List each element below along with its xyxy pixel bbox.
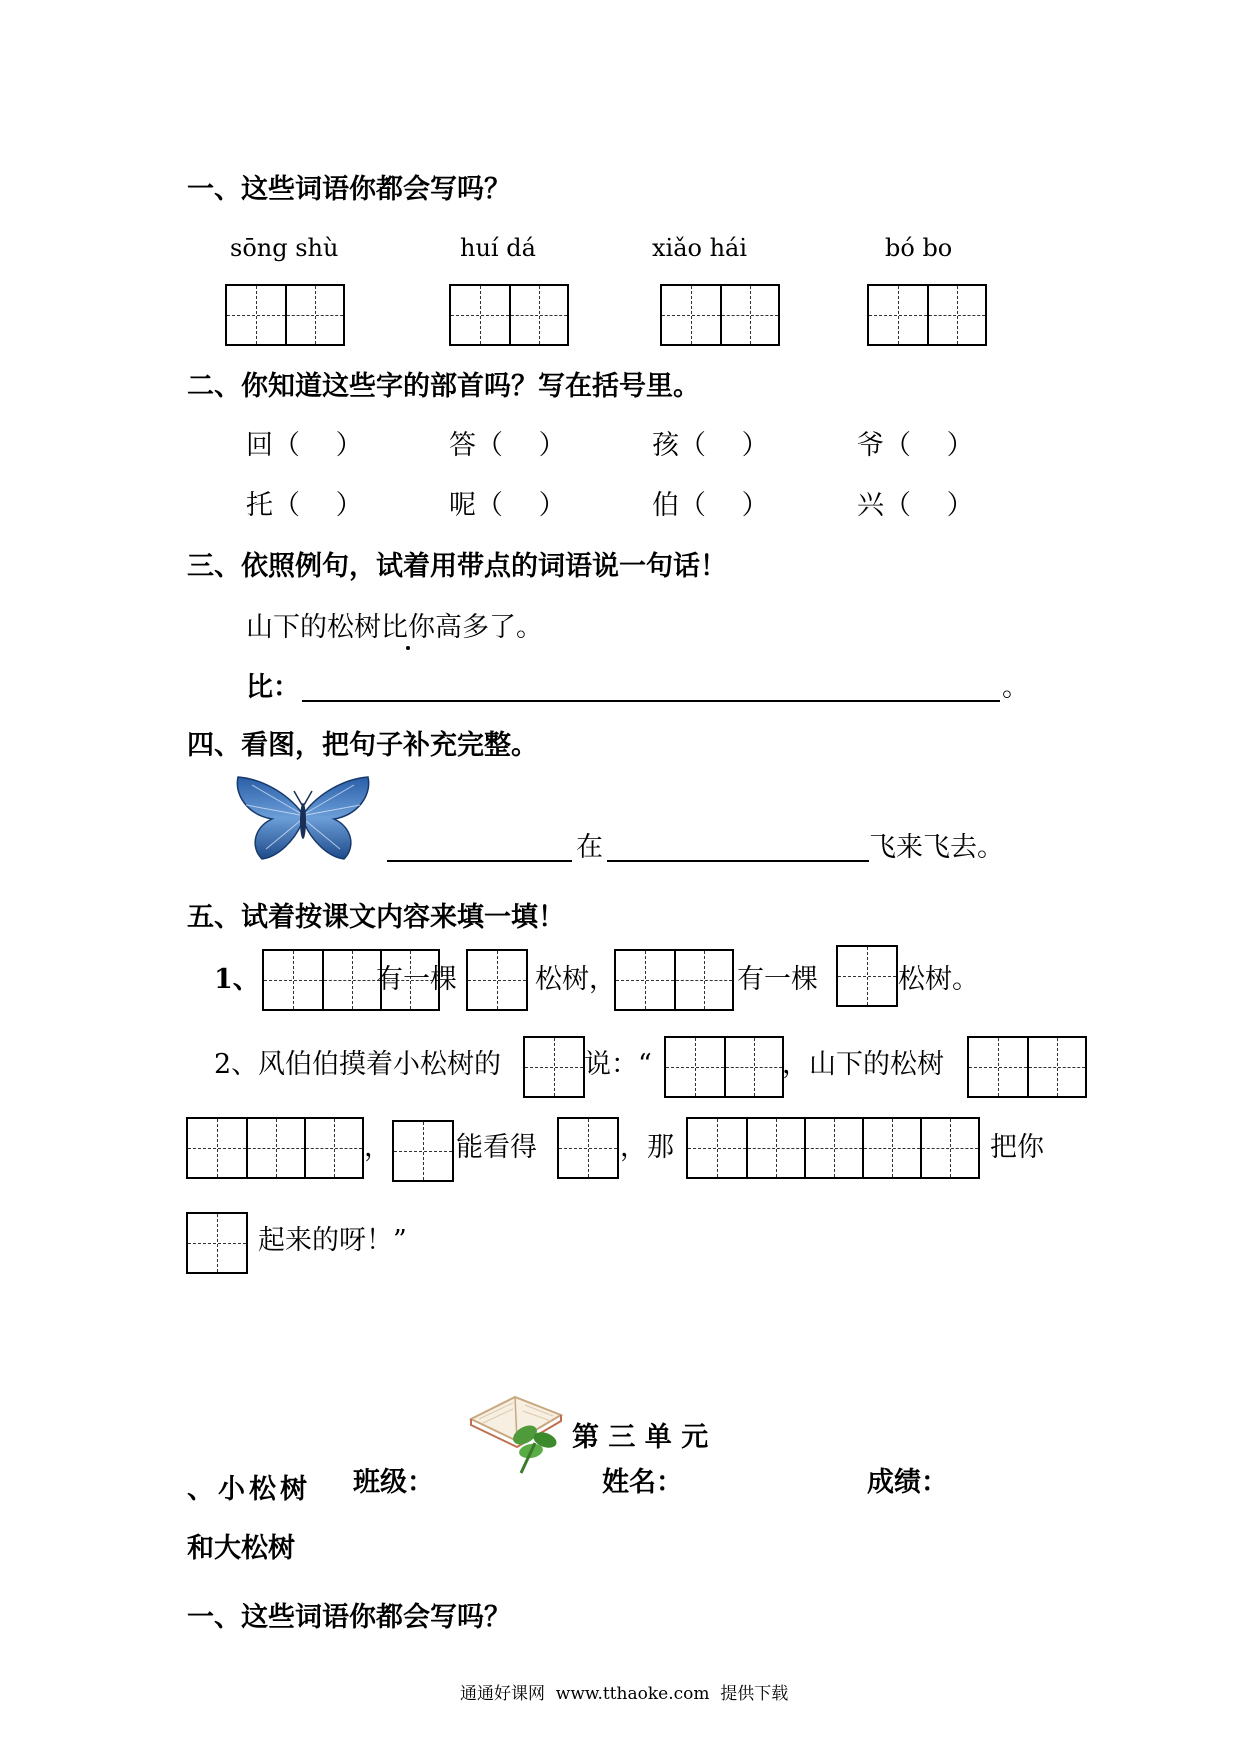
writing-box-bobo[interactable] [867, 284, 987, 346]
fill-text: 有一棵 [376, 964, 457, 995]
writing-box-1[interactable] [186, 1212, 248, 1274]
unit-title: 第 三 单 元 [572, 1422, 709, 1453]
fill-text: ，山下的松树 [782, 1049, 944, 1080]
bottom-question: 一、这些词语你都会写吗？ [187, 1602, 511, 1633]
radical-item: 爷（ ） [857, 430, 974, 461]
butterfly-icon [232, 775, 374, 866]
lesson-title: 、小松树 [187, 1474, 311, 1505]
fill-text: 松树， [535, 964, 616, 995]
fill-text: 有一棵 [737, 964, 818, 995]
fill-item-2-number: 2、 [214, 1049, 259, 1080]
name-label: 姓名： [602, 1467, 683, 1498]
fill-text: ， [364, 1132, 391, 1163]
fill-text: 起来的呀！” [258, 1225, 407, 1256]
section-1-title: 一、这些词语你都会写吗？ [187, 174, 511, 205]
writing-box-huida[interactable] [449, 284, 569, 346]
emphasis-dot [406, 646, 410, 650]
fill-text: 风伯伯摸着小松树的 [258, 1049, 501, 1080]
writing-box-xiaohai[interactable] [660, 284, 780, 346]
pinyin-2: huí dá [460, 234, 536, 262]
fill-text: ，那 [620, 1132, 674, 1163]
book-leaf-icon [465, 1385, 580, 1478]
fill-text: 松树。 [898, 964, 979, 995]
writing-box-5[interactable] [686, 1117, 980, 1179]
writing-box-1[interactable] [523, 1036, 585, 1098]
pinyin-1: sōng shù [230, 234, 339, 262]
writing-box-1[interactable] [466, 949, 528, 1011]
writing-box-songshu[interactable] [225, 284, 345, 346]
writing-box-2[interactable] [614, 949, 734, 1011]
pinyin-4: bó bo [885, 234, 953, 262]
score-label: 成绩： [867, 1467, 948, 1498]
radical-item: 回（ ） [246, 430, 363, 461]
answer-end: 。 [1002, 672, 1029, 703]
fill-text: 说：“ [584, 1049, 652, 1080]
example-label: 比： [246, 672, 300, 703]
radical-item: 兴（ ） [857, 490, 974, 521]
writing-box-1[interactable] [557, 1117, 619, 1179]
fill-text: 能看得 [456, 1132, 537, 1163]
writing-box-2[interactable] [664, 1036, 784, 1098]
section-4-title: 四、看图，把句子补充完整。 [187, 730, 538, 761]
example-sentence: 山下的松树比你高多了。 [246, 612, 543, 643]
writing-box-2[interactable] [967, 1036, 1087, 1098]
lesson-title-line2: 和大松树 [187, 1533, 295, 1564]
footer-text: 通通好课网 www.tthaoke.com 提供下载 [460, 1684, 789, 1704]
pinyin-3: xiǎo hái [652, 234, 748, 262]
picture-end-text: 飞来飞去。 [869, 832, 1004, 863]
blank-where[interactable] [607, 860, 869, 862]
radical-item: 托（ ） [246, 490, 363, 521]
fill-text: 把你 [990, 1132, 1044, 1163]
fill-item-1-number: 1、 [214, 964, 260, 995]
radical-item: 伯（ ） [652, 490, 769, 521]
section-2-title: 二、你知道这些字的部首吗？写在括号里。 [187, 371, 700, 402]
class-label: 班级： [353, 1467, 434, 1498]
answer-line[interactable] [302, 700, 1000, 702]
radical-item: 孩（ ） [652, 430, 769, 461]
section-3-title: 三、依照例句，试着用带点的词语说一句话！ [187, 551, 727, 582]
radical-item: 呢（ ） [449, 490, 566, 521]
radical-item: 答（ ） [449, 430, 566, 461]
writing-box-1[interactable] [836, 945, 898, 1007]
blank-who[interactable] [387, 860, 572, 862]
writing-box-1[interactable] [392, 1120, 454, 1182]
writing-box-3[interactable] [186, 1117, 364, 1179]
section-5-title: 五、试着按课文内容来填一填！ [187, 902, 565, 933]
picture-mid-text: 在 [576, 832, 603, 863]
